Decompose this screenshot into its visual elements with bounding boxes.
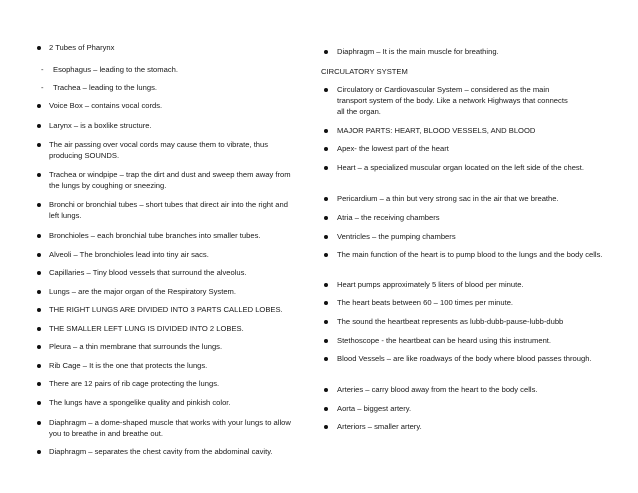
list-item: Ventricles – the pumping chambers — [324, 231, 632, 242]
bullet-icon — [37, 308, 41, 312]
list-item: Diaphragm – separates the chest cavity from the abdominal cavity. — [37, 446, 297, 457]
list-item: Larynx – is a boxlike structure. — [37, 120, 297, 131]
bullet-icon — [324, 283, 328, 287]
list-item: - Trachea – leading to the lungs. — [41, 83, 157, 92]
bullet-icon — [324, 301, 328, 305]
bullet-icon — [37, 104, 41, 108]
list-item: Lungs – are the major organ of the Respiratory System. — [37, 286, 297, 297]
list-item: Arteries – carry blood away from the heart to the body cells. — [324, 384, 632, 395]
bullet-icon — [37, 271, 41, 275]
list-item: Circulatory or Cardiovascular System – considered as the main transport system of the body. Like a network Highways that connects all the organ. — [324, 84, 574, 117]
bullet-icon — [324, 166, 328, 170]
bullet-icon — [37, 173, 41, 177]
bullet-icon — [37, 124, 41, 128]
bullet-icon — [37, 364, 41, 368]
bullet-icon — [324, 216, 328, 220]
list-item: The sound the heartbeat represents as lubb-dubb-pause-lubb-dubb — [324, 316, 632, 327]
list-item: 2 Tubes of Pharynx — [37, 42, 297, 53]
bullet-icon — [37, 253, 41, 257]
dash-icon: - — [41, 83, 44, 92]
bullet-icon — [37, 143, 41, 147]
list-item: Capillaries – Tiny blood vessels that surround the alveolus. — [37, 267, 297, 278]
bullet-icon — [37, 421, 41, 425]
list-item: The main function of the heart is to pump blood to the lungs and the body cells. — [324, 249, 614, 260]
list-item: The lungs have a spongelike quality and pinkish color. — [37, 397, 297, 408]
list-item: - Esophagus – leading to the stomach. — [41, 65, 178, 74]
bullet-icon — [37, 290, 41, 294]
bullet-icon — [324, 425, 328, 429]
list-item: Alveoli – The bronchioles lead into tiny air sacs. — [37, 249, 297, 260]
bullet-icon — [37, 234, 41, 238]
bullet-icon — [37, 401, 41, 405]
bullet-icon — [324, 129, 328, 133]
list-item: There are 12 pairs of rib cage protecting the lungs. — [37, 378, 297, 389]
bullet-icon — [324, 320, 328, 324]
list-item: Heart – a specialized muscular organ located on the left side of the chest. — [324, 162, 614, 173]
bullet-icon — [324, 407, 328, 411]
list-item: Blood Vessels – are like roadways of the body where blood passes through. — [324, 353, 594, 364]
list-item: Heart pumps approximately 5 liters of blood per minute. — [324, 279, 632, 290]
list-item: The heart beats between 60 – 100 times per minute. — [324, 297, 632, 308]
bullet-icon — [37, 450, 41, 454]
list-item: Voice Box – contains vocal cords. — [37, 100, 297, 111]
bullet-icon — [324, 197, 328, 201]
list-item: THE RIGHT LUNGS ARE DIVIDED INTO 3 PARTS CALLED LOBES. — [37, 304, 297, 315]
dash-icon: - — [41, 65, 44, 74]
bullet-icon — [37, 203, 41, 207]
bullet-icon — [324, 253, 328, 257]
bullet-icon — [324, 50, 328, 54]
list-item: Stethoscope - the heartbeat can be heard using this instrument. — [324, 335, 632, 346]
list-item: Bronchioles – each bronchial tube branches into smaller tubes. — [37, 230, 297, 241]
bullet-icon — [324, 357, 328, 361]
bullet-icon — [37, 327, 41, 331]
section-heading: CIRCULATORY SYSTEM — [321, 67, 408, 76]
list-item: Pleura – a thin membrane that surrounds the lungs. — [37, 341, 297, 352]
bullet-icon — [324, 147, 328, 151]
list-item: Arteriors – smaller artery. — [324, 421, 632, 432]
list-item: MAJOR PARTS: HEART, BLOOD VESSELS, AND BLOOD — [324, 125, 632, 136]
bullet-icon — [37, 382, 41, 386]
list-item: Diaphragm – a dome-shaped muscle that works with your lungs to allow you to breathe in and breathe out. — [37, 417, 297, 439]
bullet-icon — [324, 235, 328, 239]
list-item: Bronchi or bronchial tubes – short tubes that direct air into the right and left lungs. — [37, 199, 297, 221]
list-item: The air passing over vocal cords may cause them to vibrate, thus producing SOUNDS. — [37, 139, 297, 161]
bullet-icon — [324, 388, 328, 392]
list-item: Trachea or windpipe – trap the dirt and dust and sweep them away from the lungs by coughing or sneezing. — [37, 169, 297, 191]
list-item: Aorta – biggest artery. — [324, 403, 632, 414]
bullet-icon — [37, 345, 41, 349]
list-item: Diaphragm – It is the main muscle for breathing. — [324, 46, 632, 57]
bullet-icon — [324, 88, 328, 92]
list-item: Atria – the receiving chambers — [324, 212, 632, 223]
list-item: THE SMALLER LEFT LUNG IS DIVIDED INTO 2 LOBES. — [37, 323, 297, 334]
bullet-icon — [37, 46, 41, 50]
list-item: Rib Cage – It is the one that protects the lungs. — [37, 360, 297, 371]
list-item: Pericardium – a thin but very strong sac in the air that we breathe. — [324, 193, 632, 204]
list-item: Apex- the lowest part of the heart — [324, 143, 632, 154]
bullet-icon — [324, 339, 328, 343]
